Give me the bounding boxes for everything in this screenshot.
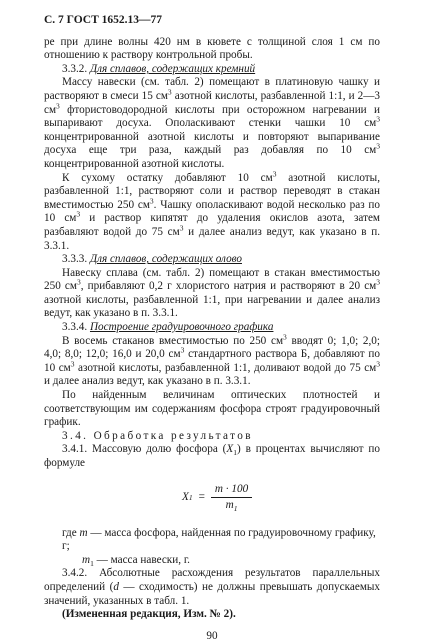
section-title: Для сплавов, содержащих олово [89,253,242,266]
fraction: $\frac{m \cdot 100}{m_1}$ [211,483,252,513]
page-header: С. 7 ГОСТ 1652.13—77 [44,14,163,26]
section-3-3-3: 3.3.3. Для сплавов, содержащих олово [62,253,242,266]
paragraph-3-4-1: 3.4.1. Массовую долю фосфора $(X_1)$ в процентах вычисляют по формуле [44,443,380,469]
paragraph-dry-residue: К сухому остатку добавляют 10 $см^3$ азотной кислоты, разбавленной 1:1, растворяют соли и раствор переводят в стакан вместимостью 250 $см^3$. Чашку ополаскивают водой несколько раз по 10 $см^3$ и раствор кипятят до удаления окислов азота, затем разбавляют водой до 75 $см^3$ и далее анализ ведут, как указано в п. 3.3.1. [44,168,381,252]
formula: X 1 = $\frac{m \cdot 100}{m_1}$ [182,483,252,513]
page-number: 90 [206,629,218,642]
paragraph-3-4-2: 3.4.2. Абсолютные расхождения результатов параллельных определений (d — сходимость) не должны превышать допускаемых значений, указанных в табл. 1. [44,567,381,607]
section-3-3-2: 3.3.2. Для сплавов, содержащих кремний [62,62,256,75]
paragraph-graph: По найденным величинам оптических плотностей и соответствующим им содержаниям фосфора строят градуировочный график. [44,389,380,429]
section-3-4: 3.4. Обработка результатов [62,429,253,442]
where-legend: где m — масса фосфора, найденная по градуировочному графику, г; $m_1$ — масса навески, г. [62,526,376,569]
section-3-3-4: 3.3.4. Построение градуировочного графика [62,321,274,334]
formula-block [44,477,380,523]
section-title: Построение градуировочного графика [89,321,274,334]
paragraph-tin-alloys: Навеску сплава (см. табл. 2) помещают в стакан вместимостью 250 $см^3$, прибавляют 0,2 г хлористого натрия и растворяют в 20 $см^3$ азотной кислоты, разбавленной 1:1, при нагревании и далее анализ ведут, как указано в п. 3.3.1. [44,266,381,320]
document-page [44,14,380,643]
paragraph-continuation: ре при длине волны 420 нм в кювете с толщиной слоя 1 см по отношению к раствору контрольной пробы. [44,35,380,62]
section-title: Для сплавов, содержащих кремний [89,62,256,75]
paragraph-silicon-alloys: Массу навески (см. табл. 2) помещают в платиновую чашку и растворяют в смеси 15 $см^3$ азотной кислоты, разбавленной 1:1, и 2—3 $см^3$ фтористоводородной кислоты при осторожном нагревании и выпаривают досуха. Ополаскивают стенки чашки 10 $см^3$ концентрированной азотной кислоты и повторяют выпаривание досуха еще три раза, каждый раз добавляя по 10 $см^3$ концентрированной азотной кислоты. [44,76,381,170]
paragraph-calibration: В восемь стаканов вместимостью по 250 $см^3$ вводят 0; 1,0; 2,0; 4,0; 8,0; 12,0; 16,0 и 20,0 $см^3$ стандартного раствора Б, добавляют по 10 $см^3$ азотной кислоты, разбавленной 1:1, доливают водой до 75 $см^3$ и далее анализ ведут, как указано в п. 3.3.1. [44,331,381,388]
revision-note: (Измененная редакция, Изм. № 2). [62,608,236,621]
